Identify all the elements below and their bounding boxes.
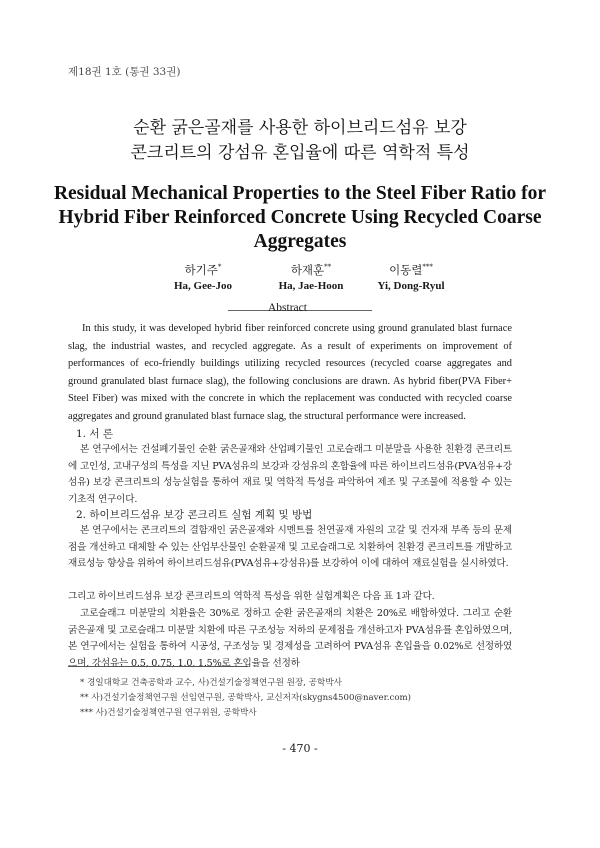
author-2: [256, 262, 366, 292]
korean-title-line-1: 순환 굵은골재를 사용한 하이브리드섬유 보강: [133, 118, 467, 138]
english-title-line-2: Hybrid Fiber Reinforced Concrete Using Recycled Coarse: [58, 207, 542, 228]
section-2-title: 2. 하이브리드섬유 보강 콘크리트 실험 계획 및 방법: [76, 509, 313, 521]
abstract-text: In this study, it was developed hybrid fiber reinforced concrete using ground granulated blast furnace slag, the industrial wastes, and recycled aggregate. As a result of experiments on improvement of performances of eco-friendly buildings utilizing recycled resources (recycled coarse aggregates and ground granulated blast furnace slag), the following conclusions are drawn. As hybrid fiber(PVA Fiber+ Steel Fiber) was mixed with the concrete in which the replacement was conducted with recycled coarse aggregates and ground granulated blast furnace slag, the structural performance were increased.: [68, 323, 512, 422]
author-3: [356, 262, 466, 292]
author-name-ko: 이동렬***: [389, 263, 433, 277]
author-1: [148, 262, 258, 292]
page-number: - 470 -: [282, 742, 318, 755]
author-name-en: Ha, Gee-Joo: [173, 280, 233, 292]
author-name-en: Yi, Dong-Ryul: [377, 280, 445, 292]
author-name-ko: 하기주*: [184, 263, 222, 277]
section-1-paragraph: 본 연구에서는 건설폐기물인 순환 굵은골재와 산업폐기물인 고로슬래그 미분말을 사용한 친환경 콘크리트에 고인성, 고내구성의 특성을 지닌 PVA섬유의 보강과 강섬유의 혼합율에 따른 하이브리드섬유(PVA섬유+강섬유) 보강 콘크리트의 성능실험을 통하여 재료 및 역학적 특성을 파악하여 제조 및 구조물에 적용할 수 있는 기초적 연구이다.: [68, 444, 512, 505]
footnote-1: * 경일대학교 건축공학과 교수, 사)건설기술정책연구원 원장, 공학박사: [80, 678, 342, 688]
footnote-divider: [68, 666, 248, 667]
footnote-3: *** 사)건설기술정책연구원 연구위원, 공학박사: [80, 708, 257, 718]
journal-issue-header: 제18권 1호 (통권 33권): [68, 66, 181, 78]
author-name-ko: 하재훈**: [290, 263, 332, 277]
english-title-line-1: Residual Mechanical Properties to the Steel Fiber Ratio for: [53, 183, 547, 204]
abstract-heading: Abstract: [268, 302, 307, 314]
section-2-paragraph-1: 본 연구에서는 콘크리트의 결함재인 굵은골재와 시멘트를 천연골재 자원의 고갈 및 건자재 부족 등의 문제점을 개선하고 대체할 수 있는 산업부산물인 순환골재 및 고로슬래그로 치환하여 친환경 콘크리트를 개발하고 재료성능 향상을 위하여 하이브리드섬유(PVA섬유+강섬유)를 보강하여 이에 대하여 재료실험을 실시하였다.: [68, 525, 512, 570]
korean-title-line-2: 콘크리트의 강섬유 혼입율에 따른 역학적 특성: [130, 143, 470, 163]
section-1-title: 1. 서 론: [76, 428, 113, 440]
author-name-en: Ha, Jae-Hoon: [278, 280, 344, 292]
section-2-paragraph-3: 고로슬래그 미분말의 치환율은 30%로 정하고 순환 굵은골재의 치환은 20%로 배합하였다. 그리고 순환 굵은골재 및 고로슬래그 미분말 치환에 따른 구조성능 저하의 문제점을 개선하고자 PVA섬유를 혼입하였으며, 본 연구에서는 실험을 통하여 시공성, 구조성능 및 경제성을 고려하여 PVA섬유 혼입율을 0.02%로 선정하였으며, 강섬유는 0.5, 0.75, 1.0, 1.5%로 혼입율을 선정하: [68, 608, 512, 669]
footnote-2: ** 사)건설기술정책연구원 선임연구원, 공학박사, 교신저자(skygns4500@naver.com): [80, 693, 411, 703]
english-title-line-3: Aggregates: [253, 231, 347, 252]
section-2-paragraph-2: 그리고 하이브리드섬유 보강 콘크리트의 역학적 특성을 위한 실험계획은 다음 표 1과 같다.: [68, 591, 435, 602]
